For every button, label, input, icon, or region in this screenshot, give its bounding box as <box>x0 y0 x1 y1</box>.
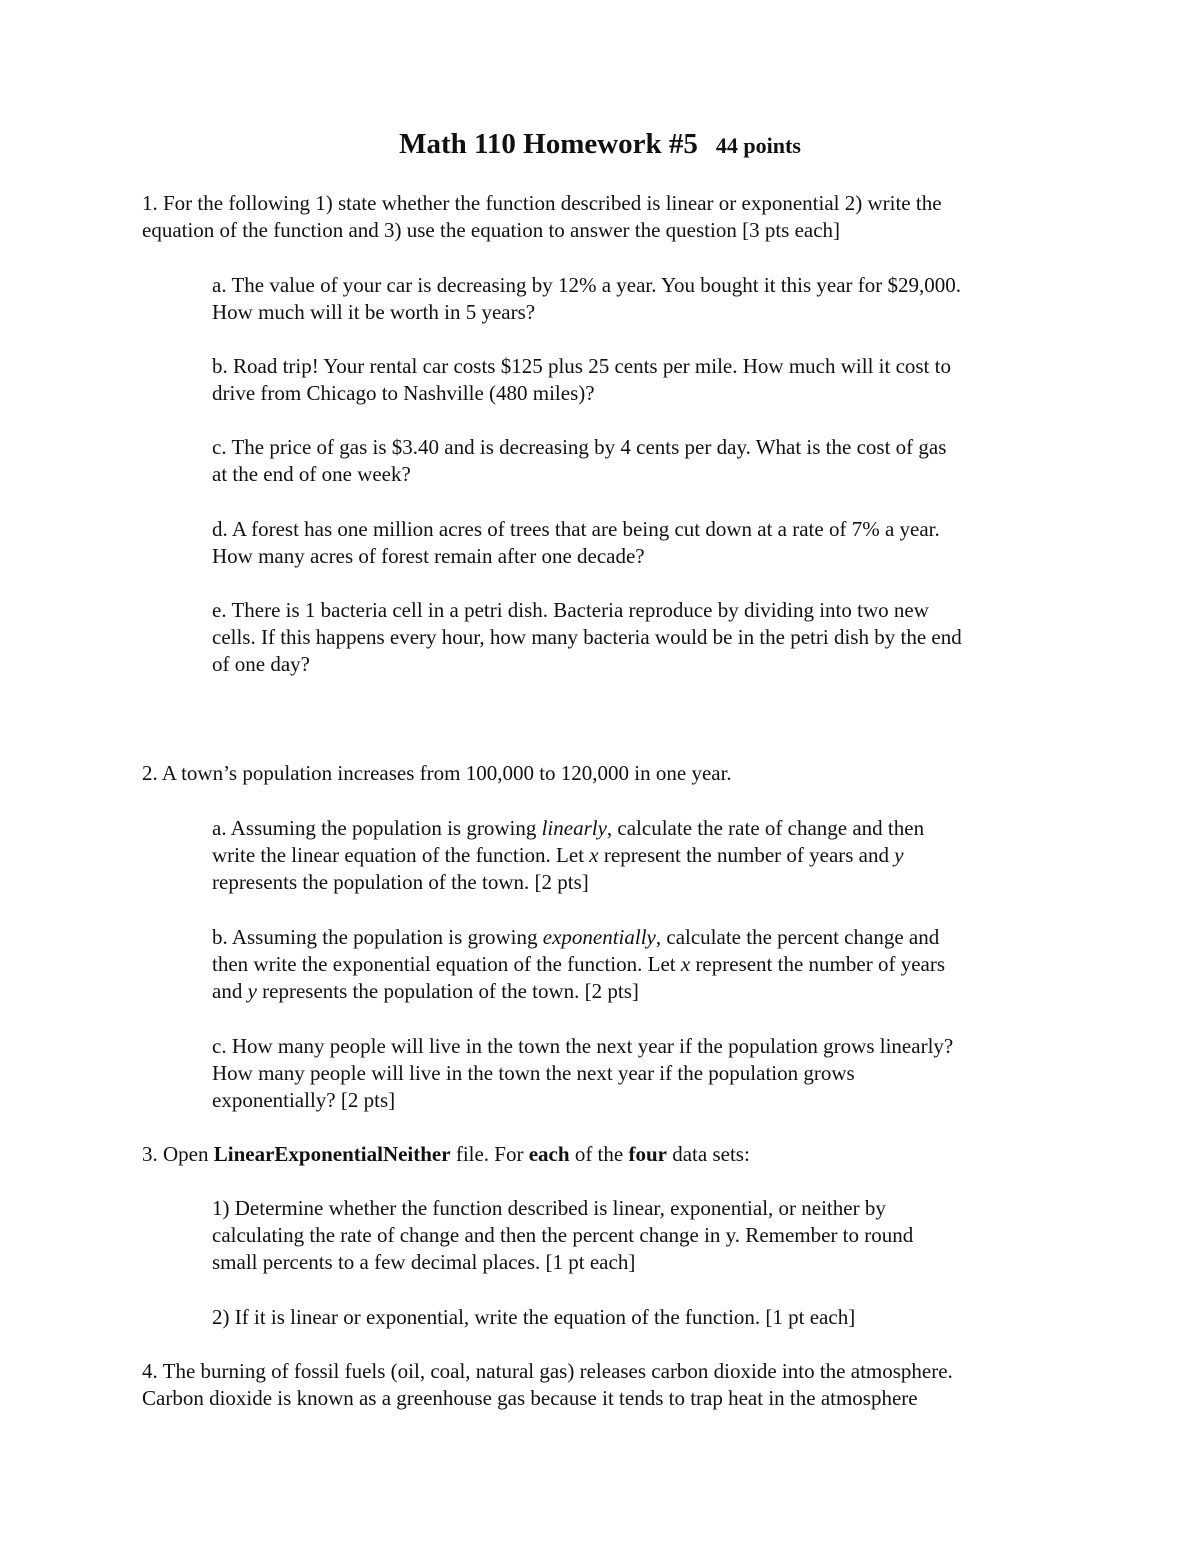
question-4 <box>142 1358 1072 1412</box>
question-2a-line-3: represents the population of the town. [2 pts] <box>212 870 589 894</box>
question-1d-line: d. A forest has one million acres of trees that are being cut down at a rate of 7% a year. <box>212 517 940 541</box>
question-1e <box>212 597 1072 678</box>
question-1 <box>142 190 1072 244</box>
question-2b <box>212 924 1072 1005</box>
variable-y: y <box>894 843 904 867</box>
file-name: LinearExponentialNeither <box>213 1142 451 1166</box>
question-1a-line: a. The value of your car is decreasing by 12% a year. You bought it this year for $29,000. <box>212 273 962 297</box>
question-3-step-1-line: calculating the rate of change and then the percent change in y. Remember to round <box>212 1223 914 1247</box>
question-2c <box>212 1033 1072 1114</box>
question-1b-line: b. Road trip! Your rental car costs $125 plus 25 cents per mile. How much will it cost to <box>212 354 951 378</box>
text-run: represent the number of years <box>690 952 945 976</box>
text-run: represent the number of years and <box>598 843 895 867</box>
question-1e-line: cells. If this happens every hour, how many bacteria would be in the petri dish by the end <box>212 625 962 649</box>
text-run: and <box>212 979 248 1003</box>
question-1e-line: of one day? <box>212 652 310 676</box>
question-1b-line: drive from Chicago to Nashville (480 miles)? <box>212 381 595 405</box>
question-3-step-1-line: 1) Determine whether the function described is linear, exponential, or neither by <box>212 1196 886 1220</box>
question-4-line: 4. The burning of fossil fuels (oil, coal, natural gas) releases carbon dioxide into the atmosphere. <box>142 1359 953 1383</box>
text-run: represents the population of the town. [2 pts] <box>256 979 639 1003</box>
question-1b <box>212 353 1072 407</box>
variable-x: x <box>680 952 691 976</box>
title-text: Math 110 Homework #5 <box>399 128 698 160</box>
text-run: file. For <box>450 1142 529 1166</box>
question-2 <box>142 760 1072 787</box>
question-1a <box>212 272 1072 326</box>
question-2b-line-2 <box>212 951 1072 978</box>
question-1c-line: at the end of one week? <box>212 462 411 486</box>
question-2c-line: How many people will live in the town the next year if the population grows <box>212 1061 855 1085</box>
question-1c <box>212 434 1072 488</box>
question-2b-line-1 <box>212 924 1072 951</box>
question-1c-line: c. The price of gas is $3.40 and is decreasing by 4 cents per day. What is the cost of gas <box>212 435 947 459</box>
question-3-step-1-line: small percents to a few decimal places. [1 pt each] <box>212 1250 636 1274</box>
text-run: a. Assuming the population is growing <box>212 816 542 840</box>
text-run: then write the exponential equation of the function. Let <box>212 952 681 976</box>
question-3-step-2 <box>212 1304 1072 1331</box>
question-1-line: equation of the function and 3) use the equation to answer the question [3 pts each] <box>142 218 841 242</box>
text-run: , calculate the rate of change and then <box>606 816 925 840</box>
question-3-intro <box>142 1141 1072 1168</box>
text-run: write the linear equation of the function. Let <box>212 843 590 867</box>
question-1e-line: e. There is 1 bacteria cell in a petri dish. Bacteria reproduce by dividing into two new <box>212 598 929 622</box>
text-run: 3. Open <box>142 1142 214 1166</box>
question-3 <box>142 1141 1072 1168</box>
question-1d <box>212 516 1072 570</box>
question-3-step-2-line: 2) If it is linear or exponential, write the equation of the function. [1 pt each] <box>212 1305 856 1329</box>
question-2c-line: exponentially? [2 pts] <box>212 1088 396 1112</box>
variable-x: x <box>589 843 599 867</box>
emphasis-linearly: linearly <box>541 816 607 840</box>
text-run: of the <box>569 1142 629 1166</box>
question-2a-line-2 <box>212 842 1072 869</box>
text-run: , calculate the percent change and <box>655 925 940 949</box>
question-2b-line-3 <box>212 978 1072 1005</box>
question-2a <box>212 815 1072 896</box>
question-3-step-1 <box>212 1195 1072 1276</box>
question-2c-line: c. How many people will live in the town the next year if the population grows linearly? <box>212 1034 954 1058</box>
variable-y: y <box>247 979 257 1003</box>
question-2a-line-1 <box>212 815 1072 842</box>
question-1d-line: How many acres of forest remain after one decade? <box>212 544 645 568</box>
question-2-intro: 2. A town’s population increases from 100,000 to 120,000 in one year. <box>142 761 732 785</box>
emphasis-exponentially: exponentially <box>542 925 656 949</box>
text-run: data sets: <box>666 1142 750 1166</box>
total-points: 44 points <box>715 133 801 158</box>
page-title <box>0 126 1200 164</box>
text-run: b. Assuming the population is growing <box>212 925 543 949</box>
question-1-line: 1. For the following 1) state whether the function described is linear or exponential 2) write the <box>142 191 942 215</box>
emphasis-four: four <box>628 1142 667 1166</box>
emphasis-each: each <box>528 1142 570 1166</box>
question-1a-line: How much will it be worth in 5 years? <box>212 300 536 324</box>
question-4-line: Carbon dioxide is known as a greenhouse gas because it tends to trap heat in the atmosphere <box>142 1386 918 1410</box>
